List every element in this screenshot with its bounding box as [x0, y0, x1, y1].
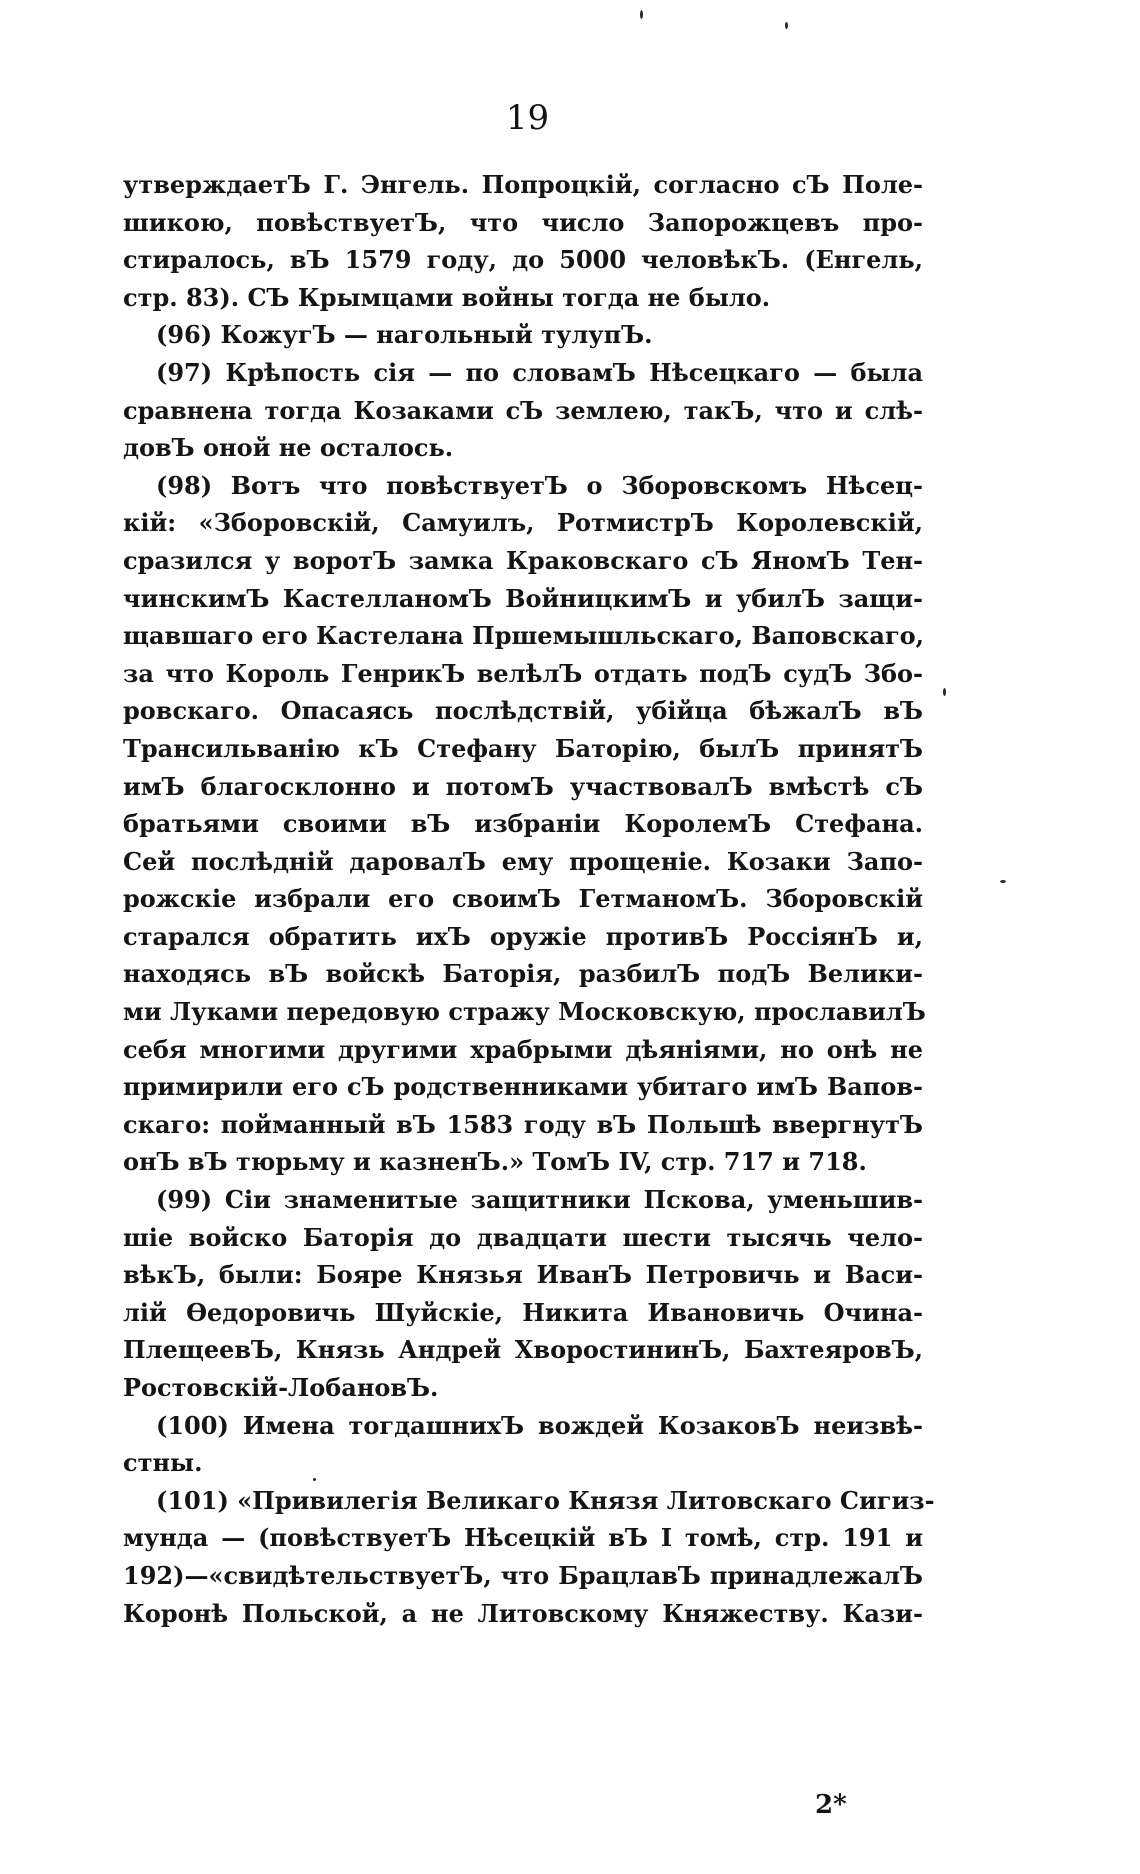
- text-line: шіе войско Баторія до двадцати шести тысячь чело-: [123, 1222, 923, 1252]
- footnote-97: (97) Крѣпость сія — по словамЪ Нѣсецкаго — была: [156, 357, 923, 387]
- text-line: мунда — (повѣствуетЪ Нѣсецкій вЪ I томѣ, стр. 191 и: [123, 1523, 924, 1553]
- text-line: ми Луками передовую стражу Московскую, прославилЪ: [123, 997, 926, 1027]
- footnote-96: (96) КожугЪ — нагольный тулупЪ.: [156, 320, 653, 350]
- footnotes-text: [123, 166, 935, 1632]
- print-speck: [640, 10, 643, 19]
- text-line: Ростовскій-ЛобановЪ.: [123, 1373, 439, 1402]
- text-line: стиралось, вЪ 1579 году, до 5000 человѣкЪ. (Енгель,: [123, 245, 923, 275]
- page-number: 19: [505, 98, 550, 138]
- text-line: вѣкЪ, были: Бояре Князья ИванЪ Петровичь и Васи-: [123, 1260, 923, 1290]
- print-speck: [1000, 880, 1006, 883]
- text-line: старался обратить ихЪ оружіе противЪ РоссіянЪ и,: [123, 921, 923, 951]
- text-line: щавшаго его Кастелана Пршемышльскаго, Ваповскаго,: [123, 621, 925, 651]
- text-line: Коронѣ Польской, а не Литовскому Княжеству. Кази-: [123, 1598, 923, 1628]
- text-line: находясь вЪ войскѣ Баторія, разбилЪ подЪ Велики-: [123, 959, 923, 989]
- footnote-99: (99) Сіи знаменитые защитники Пскова, уменьшив-: [156, 1185, 923, 1215]
- print-speck: [943, 688, 946, 696]
- text-line: ровскаго. Опасаясь послѣдствій, убійца бѣжалЪ вЪ: [123, 696, 923, 726]
- printer-signature-mark: 2*: [815, 1790, 847, 1820]
- text-line: имЪ благосклонно и потомЪ участвовалЪ вмѣстѣ сЪ: [123, 771, 923, 801]
- text-line: 192)—«свидѣтельствуетЪ, что БрацлавЪ принадлежалЪ: [123, 1560, 923, 1590]
- text-line: чинскимЪ КастелланомЪ ВойницкимЪ и убилЪ защи-: [123, 583, 923, 613]
- text-line: скаго: пойманный вЪ 1583 году вЪ Польшѣ ввергнутЪ: [123, 1109, 923, 1139]
- text-line: онЪ вЪ тюрьму и казненЪ.» ТомЪ IV, стр. 717 и 718.: [123, 1147, 867, 1177]
- text-line: сразился у воротЪ замка Краковскаго сЪ ЯномЪ Тен-: [123, 545, 923, 575]
- footnote-100: (100) Имена тогдашнихЪ вождей КозаковЪ неизвѣ-: [156, 1410, 923, 1440]
- text-line: довЪ оной не осталось.: [123, 433, 454, 463]
- text-line: себя многими другими храбрыми дѣяніями, но онѣ не: [123, 1034, 923, 1064]
- text-line: Сей послѣдній даровалЪ ему прощеніе. Козаки Запо-: [123, 846, 923, 876]
- text-line: лій Ѳедоровичь Шуйскіе, Никита Ивановичь Очина-: [123, 1297, 923, 1327]
- print-speck: [785, 22, 788, 29]
- text-line: стр. 83). СЪ Крымцами войны тогда не было.: [123, 282, 771, 312]
- footnote-98: (98) Вотъ что повѣствуетЪ о Зборовскомъ Нѣсец-: [156, 470, 923, 500]
- text-line: кій: «Зборовскій, Самуилъ, РотмистрЪ Королевскій,: [123, 508, 923, 538]
- print-speck: [313, 1478, 316, 1481]
- text-line: шикою, повѣствуетЪ, что число Запорожцевъ про-: [123, 207, 923, 237]
- text-line: Трансильванію кЪ Стефану Баторію, былЪ принятЪ: [123, 733, 923, 763]
- text-line: братьями своими вЪ избраніи КоролемЪ Стефана.: [123, 809, 923, 839]
- text-line: утверждаетЪ Г. Энгель. Попроцкій, согласно сЪ Поле-: [123, 170, 923, 199]
- footnote-101: (101) «Привилегія Великаго Князя Литовскаго Сигиз-: [156, 1485, 935, 1515]
- text-line: за что Король ГенрикЪ велѣлЪ отдать подЪ судЪ Збо-: [123, 658, 923, 688]
- text-line: рожскіе избрали его своимЪ ГетманомЪ. Зборовскій: [123, 884, 923, 914]
- text-line: сравнена тогда Козаками сЪ землею, такЪ, что и слѣ-: [123, 395, 923, 425]
- text-line: ПлещеевЪ, Князь Андрей ХворостининЪ, БахтеяровЪ,: [123, 1335, 923, 1365]
- text-line: стны.: [123, 1448, 203, 1478]
- text-line: примирили его сЪ родственниками убитаго имЪ Вапов-: [123, 1072, 923, 1102]
